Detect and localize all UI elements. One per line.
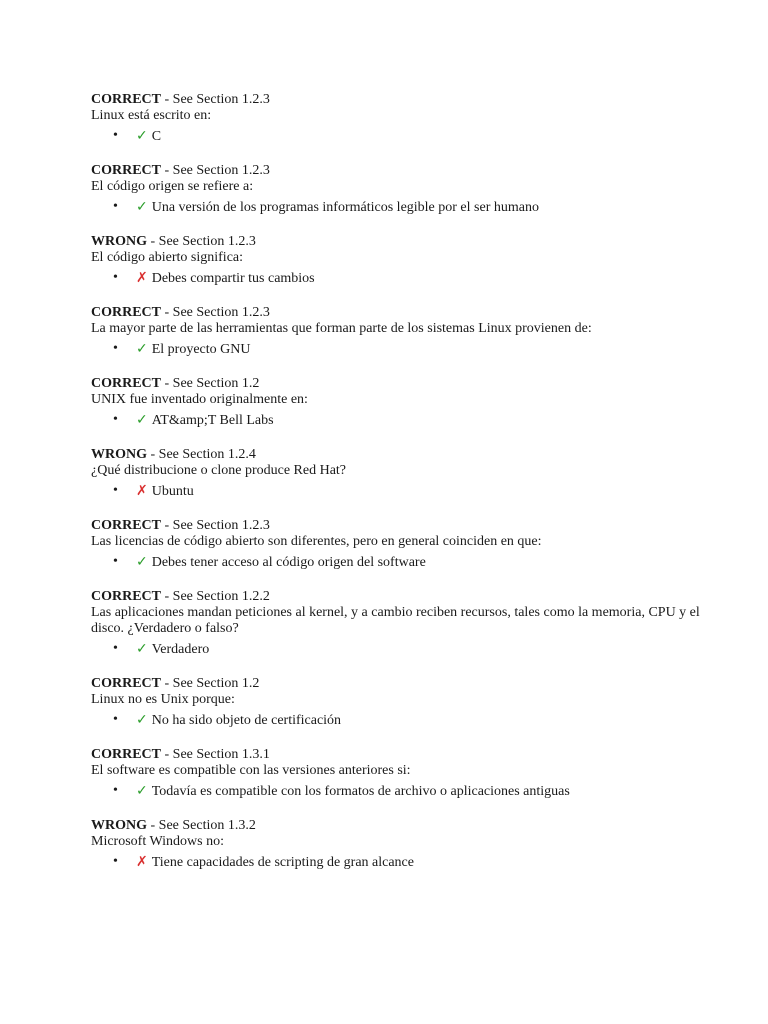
question-text: Linux está escrito en: xyxy=(91,108,212,123)
answer-text: C xyxy=(151,129,162,144)
check-icon: ✓ xyxy=(136,412,148,428)
bullet: • xyxy=(113,128,118,143)
answer-list xyxy=(91,782,711,801)
cross-icon: ✗ xyxy=(136,854,148,870)
result-line xyxy=(91,676,711,692)
verdict-label: CORRECT xyxy=(91,676,162,691)
question-text: UNIX fue inventado originalmente en: xyxy=(91,392,308,407)
verdict-label: CORRECT xyxy=(91,163,162,178)
question-text: ¿Qué distribucione o clone produce Red Hat? xyxy=(91,463,347,478)
section-reference: - See Section 1.2.4 xyxy=(147,447,256,462)
result-line xyxy=(91,92,711,108)
verdict-label: CORRECT xyxy=(91,376,162,391)
answer-item xyxy=(91,782,711,801)
verdict-label: CORRECT xyxy=(91,589,162,604)
question-block xyxy=(91,747,711,801)
answer-item xyxy=(91,553,711,572)
question-block xyxy=(91,234,711,288)
result-line xyxy=(91,518,711,534)
answer-text: Todavía es compatible con los formatos de archivo o aplicaciones antiguas xyxy=(151,784,570,799)
bullet: • xyxy=(113,854,118,869)
question-text: Las aplicaciones mandan peticiones al kernel, y a cambio reciben recursos, tales como la memoria, CPU y el disco. ¿Verdadero o falso? xyxy=(91,605,700,636)
cross-icon: ✗ xyxy=(136,483,148,499)
question-block xyxy=(91,676,711,730)
answer-item xyxy=(91,198,711,217)
answer-text: Debes tener acceso al código origen del software xyxy=(151,555,426,570)
answer-item xyxy=(91,411,711,430)
result-line xyxy=(91,747,711,763)
check-icon: ✓ xyxy=(136,128,148,144)
verdict-label: CORRECT xyxy=(91,747,162,762)
question-text: El código abierto significa: xyxy=(91,250,244,265)
check-icon: ✓ xyxy=(136,554,148,570)
section-reference: - See Section 1.3.1 xyxy=(161,747,270,762)
quiz-results xyxy=(91,92,711,889)
section-reference: - See Section 1.2.3 xyxy=(161,518,270,533)
bullet: • xyxy=(113,641,118,656)
answer-list xyxy=(91,711,711,730)
question-block xyxy=(91,305,711,359)
answer-item xyxy=(91,711,711,730)
result-line xyxy=(91,305,711,321)
result-line xyxy=(91,589,711,605)
result-line xyxy=(91,376,711,392)
check-icon: ✓ xyxy=(136,641,148,657)
question-text: Linux no es Unix porque: xyxy=(91,692,235,707)
answer-list xyxy=(91,640,711,659)
answer-item xyxy=(91,340,711,359)
answer-list xyxy=(91,853,711,872)
bullet: • xyxy=(113,341,118,356)
result-line xyxy=(91,447,711,463)
question-block xyxy=(91,163,711,217)
answer-item xyxy=(91,640,711,659)
section-reference: - See Section 1.2.3 xyxy=(147,234,256,249)
section-reference: - See Section 1.2.2 xyxy=(161,589,270,604)
answer-item xyxy=(91,127,711,146)
bullet: • xyxy=(113,412,118,427)
question-block xyxy=(91,818,711,872)
answer-list xyxy=(91,127,711,146)
answer-list xyxy=(91,411,711,430)
section-reference: - See Section 1.2.3 xyxy=(161,305,270,320)
verdict-label: CORRECT xyxy=(91,92,162,107)
result-line xyxy=(91,234,711,250)
answer-text: Ubuntu xyxy=(151,484,194,499)
answer-list xyxy=(91,553,711,572)
question-text: El código origen se refiere a: xyxy=(91,179,254,194)
answer-list xyxy=(91,482,711,501)
section-reference: - See Section 1.2.3 xyxy=(161,163,270,178)
result-line xyxy=(91,818,711,834)
section-reference: - See Section 1.2.3 xyxy=(161,92,270,107)
check-icon: ✓ xyxy=(136,783,148,799)
answer-item xyxy=(91,482,711,501)
bullet: • xyxy=(113,554,118,569)
verdict-label: CORRECT xyxy=(91,305,162,320)
answer-text: Verdadero xyxy=(151,642,210,657)
cross-icon: ✗ xyxy=(136,270,148,286)
answer-list xyxy=(91,340,711,359)
answer-text: Debes compartir tus cambios xyxy=(151,271,315,286)
bullet: • xyxy=(113,783,118,798)
answer-text: No ha sido objeto de certificación xyxy=(151,713,342,728)
bullet: • xyxy=(113,270,118,285)
check-icon: ✓ xyxy=(136,199,148,215)
verdict-label: WRONG xyxy=(91,447,147,462)
answer-text: Una versión de los programas informáticos legible por el ser humano xyxy=(151,200,539,215)
question-text: Las licencias de código abierto son diferentes, pero en general coinciden en que: xyxy=(91,534,542,549)
answer-text: AT&amp;T Bell Labs xyxy=(151,413,274,428)
question-block xyxy=(91,589,711,659)
question-block xyxy=(91,518,711,572)
result-line xyxy=(91,163,711,179)
question-text: El software es compatible con las versiones anteriores si: xyxy=(91,763,411,778)
answer-item xyxy=(91,269,711,288)
question-block xyxy=(91,92,711,146)
section-reference: - See Section 1.2 xyxy=(161,376,260,391)
answer-list xyxy=(91,198,711,217)
question-text: Microsoft Windows no: xyxy=(91,834,224,849)
bullet: • xyxy=(113,199,118,214)
verdict-label: WRONG xyxy=(91,818,147,833)
verdict-label: CORRECT xyxy=(91,518,162,533)
bullet: • xyxy=(113,483,118,498)
answer-list xyxy=(91,269,711,288)
question-text: La mayor parte de las herramientas que forman parte de los sistemas Linux provienen de: xyxy=(91,321,592,336)
answer-text: El proyecto GNU xyxy=(151,342,251,357)
section-reference: - See Section 1.2 xyxy=(161,676,260,691)
verdict-label: WRONG xyxy=(91,234,147,249)
bullet: • xyxy=(113,712,118,727)
question-block xyxy=(91,447,711,501)
check-icon: ✓ xyxy=(136,341,148,357)
question-block xyxy=(91,376,711,430)
answer-item xyxy=(91,853,711,872)
section-reference: - See Section 1.3.2 xyxy=(147,818,256,833)
check-icon: ✓ xyxy=(136,712,148,728)
answer-text: Tiene capacidades de scripting de gran alcance xyxy=(151,855,414,870)
